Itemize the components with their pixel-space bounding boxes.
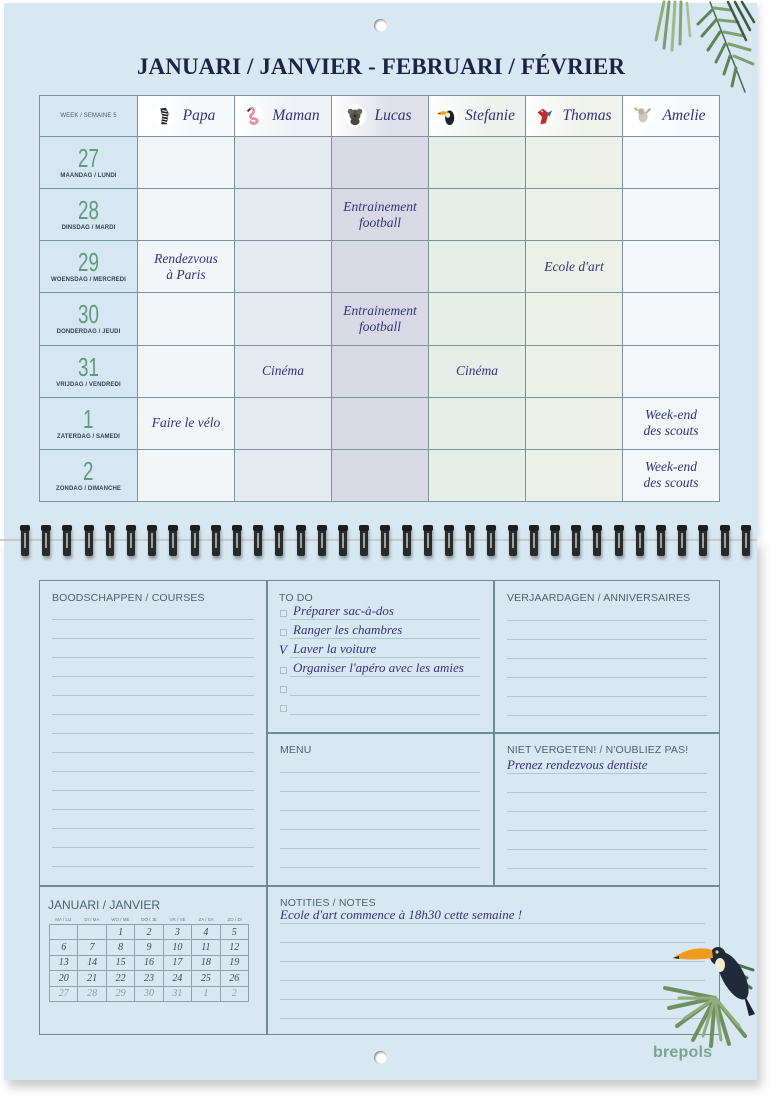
day-cell — [40, 137, 138, 189]
planner-cell[interactable] — [332, 189, 429, 241]
mini-calendar-day[interactable]: 24 — [164, 971, 192, 986]
note-text: Ecole d'art commence à 18h30 cette semaine ! — [280, 907, 523, 922]
weekly-planner-grid — [39, 95, 720, 502]
ruled-line — [280, 1018, 705, 1019]
mini-calendar-day[interactable]: 16 — [135, 956, 163, 971]
ruled-line — [280, 810, 480, 811]
ruled-line — [280, 867, 480, 868]
ruled-line — [290, 714, 480, 715]
ruled-line — [52, 866, 254, 867]
ruled-line — [280, 848, 480, 849]
mini-calendar-day[interactable]: 20 — [50, 971, 78, 986]
mini-calendar-day[interactable]: 19 — [221, 956, 249, 971]
planner-cell[interactable] — [623, 241, 720, 293]
avatar — [435, 105, 457, 127]
avatar — [344, 105, 366, 127]
day-cell — [40, 450, 138, 502]
weekday-label: ZO / DI — [227, 917, 242, 922]
ruled-line — [280, 923, 705, 924]
brand-logo: brepols — [653, 1044, 713, 1061]
weekday-label: ZA / SA — [198, 917, 214, 922]
toucan-illustration — [655, 936, 757, 1052]
mini-calendar-day[interactable]: 1 — [107, 925, 135, 940]
planner-cell[interactable] — [429, 293, 526, 345]
toucan-icon — [435, 105, 457, 127]
day-label: MAANDAG / LUNDI — [60, 173, 117, 180]
mini-calendar-day[interactable]: 2 — [221, 987, 249, 1002]
member-header-amelie[interactable] — [623, 96, 720, 137]
section-title: NIET VERGETEN! / N'OUBLIEZ PAS! — [507, 744, 689, 756]
event-text: Entrainement football — [343, 198, 417, 230]
mini-calendar-grid — [49, 924, 249, 1002]
day-label: VRIJDAG / VENDREDI — [56, 381, 121, 388]
planner-cell[interactable] — [429, 189, 526, 241]
planner-cell[interactable] — [526, 241, 623, 293]
checkbox[interactable] — [280, 705, 287, 712]
member-name: Papa — [182, 107, 216, 124]
mini-calendar-day[interactable] — [50, 925, 78, 940]
binding-hole-top — [374, 19, 387, 32]
planner-cell[interactable] — [235, 346, 332, 398]
mini-calendar-day[interactable]: 26 — [221, 971, 249, 986]
mini-calendar-day[interactable]: 18 — [192, 956, 220, 971]
checkbox[interactable] — [280, 610, 287, 617]
mini-calendar-day[interactable]: 4 — [192, 925, 220, 940]
planner-cell[interactable] — [526, 398, 623, 450]
ruled-line — [52, 828, 254, 829]
ruled-line — [290, 695, 480, 696]
day-cell — [40, 398, 138, 450]
member-header-thomas[interactable] — [526, 96, 623, 137]
section-title: NOTITIES / NOTES — [280, 897, 376, 909]
mini-calendar-day[interactable]: 12 — [221, 940, 249, 955]
section-title: MENU — [280, 744, 312, 756]
ruled-line — [507, 773, 707, 774]
ruled-line — [290, 676, 480, 677]
check-mark[interactable]: V — [279, 642, 287, 657]
ruled-line — [52, 638, 254, 639]
ruled-line — [52, 619, 254, 620]
event-text: Entrainement football — [343, 302, 417, 334]
member-name: Stefanie — [465, 107, 515, 124]
ruled-line — [52, 790, 254, 791]
section-title: VERJAARDAGEN / ANNIVERSAIRES — [507, 592, 691, 604]
planner-cell[interactable] — [623, 398, 720, 450]
avatar — [632, 105, 654, 127]
ruled-line — [290, 638, 480, 639]
checkbox[interactable] — [280, 686, 287, 693]
ruled-line — [52, 733, 254, 734]
mini-calendar-day[interactable]: 15 — [107, 956, 135, 971]
avatar — [532, 105, 554, 127]
mini-calendar-day[interactable]: 5 — [221, 925, 249, 940]
event-text: Rendezvous à Paris — [154, 250, 218, 282]
member-header-lucas[interactable] — [332, 96, 429, 137]
event-text: Cinéma — [456, 363, 498, 379]
mini-calendar-day[interactable]: 17 — [164, 956, 192, 971]
event-text: Week-end des scouts — [643, 459, 699, 491]
planner-cell[interactable] — [235, 189, 332, 241]
shopping-section[interactable] — [52, 580, 254, 880]
planner-cell[interactable] — [332, 241, 429, 293]
section-title: TO DO — [279, 592, 313, 604]
mini-calendar-day[interactable]: 9 — [135, 940, 163, 955]
mini-calendar-day[interactable]: 29 — [107, 987, 135, 1002]
planner-cell[interactable] — [235, 293, 332, 345]
ruled-line — [280, 942, 705, 943]
planner-cell[interactable] — [138, 450, 235, 502]
event-text: Faire le vélo — [151, 415, 221, 431]
ruled-line — [507, 696, 707, 697]
mini-calendar-day[interactable]: 27 — [50, 987, 78, 1002]
menu-section[interactable] — [280, 732, 480, 877]
day-label: DINSDAG / MARDI — [61, 225, 116, 232]
weekday-label: DI / MA — [84, 917, 100, 922]
planner-cell[interactable] — [526, 293, 623, 345]
ruled-line — [507, 677, 707, 678]
week-label-cell — [40, 96, 138, 137]
weekday-label: MA / LU — [55, 917, 72, 922]
ruled-line — [52, 714, 254, 715]
mini-calendar-day[interactable]: 2 — [135, 925, 163, 940]
mini-calendar — [38, 885, 266, 1030]
event-text: Cinéma — [262, 363, 304, 379]
birthdays-section[interactable] — [507, 580, 707, 725]
ruled-line — [52, 657, 254, 658]
planner-cell[interactable] — [429, 346, 526, 398]
planner-cell[interactable] — [138, 346, 235, 398]
planner-cell[interactable] — [235, 398, 332, 450]
zebra-icon — [153, 105, 175, 127]
ruled-line — [507, 658, 707, 659]
ruled-line — [52, 676, 254, 677]
planner-cell[interactable] — [526, 346, 623, 398]
mini-calendar-day[interactable]: 22 — [107, 971, 135, 986]
ruled-line — [52, 771, 254, 772]
planner-cell[interactable] — [623, 137, 720, 189]
day-number: 30 — [78, 299, 99, 330]
ruled-line — [280, 999, 705, 1000]
section-title: BOODSCHAPPEN / COURSES — [52, 592, 205, 604]
ruled-line — [280, 980, 705, 981]
mini-calendar-day[interactable] — [78, 925, 106, 940]
planner-cell[interactable] — [526, 450, 623, 502]
checkbox[interactable] — [280, 667, 287, 674]
day-cell — [40, 293, 138, 345]
mini-calendar-day[interactable]: 31 — [164, 987, 192, 1002]
mini-calendar-day[interactable]: 11 — [192, 940, 220, 955]
todo-item-text: Organiser l'apéro avec les amies — [293, 660, 464, 675]
todo-section[interactable] — [279, 580, 480, 725]
planner-cell[interactable] — [429, 241, 526, 293]
day-number: 27 — [78, 143, 99, 174]
mini-calendar-day[interactable]: 23 — [135, 971, 163, 986]
ruled-line — [280, 772, 480, 773]
planner-cell[interactable] — [235, 241, 332, 293]
day-label: ZATERDAG / SAMEDI — [57, 433, 120, 440]
member-name: Maman — [272, 107, 320, 124]
member-header-maman[interactable] — [235, 96, 332, 137]
ruled-line — [507, 811, 707, 812]
member-header-stefanie[interactable] — [429, 96, 526, 137]
ruled-line — [52, 809, 254, 810]
weekday-label: VR / VE — [169, 917, 186, 922]
day-number: 2 — [83, 455, 94, 486]
ruled-line — [290, 657, 480, 658]
ruled-line — [507, 849, 707, 850]
ruled-line — [507, 868, 707, 869]
planner-cell[interactable] — [332, 450, 429, 502]
weekday-label: WO / ME — [111, 917, 130, 922]
planner-cell[interactable] — [138, 137, 235, 189]
flamingo-icon — [242, 105, 264, 127]
planner-cell[interactable] — [526, 189, 623, 241]
planner-cell[interactable] — [138, 241, 235, 293]
weekday-label: DO / JE — [141, 917, 157, 922]
day-number: 1 — [83, 403, 94, 434]
day-number: 29 — [78, 247, 99, 278]
day-label: DONDERDAG / JEUDI — [56, 329, 121, 336]
avatar — [153, 105, 175, 127]
planner-cell[interactable] — [623, 450, 720, 502]
event-text: Ecole d'art — [544, 258, 604, 274]
day-number: 28 — [78, 195, 99, 226]
mini-calendar-day[interactable]: 25 — [192, 971, 220, 986]
planner-cell[interactable] — [235, 450, 332, 502]
mini-calendar-day[interactable]: 13 — [50, 956, 78, 971]
mini-calendar-day[interactable]: 8 — [107, 940, 135, 955]
mini-calendar-day[interactable]: 1 — [192, 987, 220, 1002]
mini-calendar-day[interactable]: 14 — [78, 956, 106, 971]
planner-cell[interactable] — [235, 137, 332, 189]
planner-cell[interactable] — [429, 137, 526, 189]
planner-cell[interactable] — [429, 450, 526, 502]
ruled-line — [280, 829, 480, 830]
checkbox[interactable] — [280, 629, 287, 636]
planner-cell[interactable] — [332, 293, 429, 345]
parrot-icon — [532, 105, 554, 127]
ruled-line — [507, 639, 707, 640]
planner-cell[interactable] — [332, 346, 429, 398]
reminders-section[interactable] — [507, 732, 707, 877]
ruled-line — [507, 620, 707, 621]
member-name: Amelie — [662, 107, 706, 124]
event-text: Week-end des scouts — [643, 407, 699, 439]
ruled-line — [280, 961, 705, 962]
planner-cell[interactable] — [526, 137, 623, 189]
monkey-icon — [632, 105, 654, 127]
todo-item-text: Laver la voiture — [293, 641, 377, 656]
planner-cell[interactable] — [332, 398, 429, 450]
ruled-line — [52, 847, 254, 848]
member-name: Lucas — [374, 107, 412, 124]
member-header-papa[interactable] — [138, 96, 235, 137]
avatar — [242, 105, 264, 127]
planner-cell[interactable] — [138, 293, 235, 345]
day-label: ZONDAG / DIMANCHE — [55, 485, 122, 492]
todo-item-text: Ranger les chambres — [293, 622, 403, 637]
planner-cell[interactable] — [332, 137, 429, 189]
planner-cell[interactable] — [138, 398, 235, 450]
mini-calendar-day[interactable]: 7 — [78, 940, 106, 955]
reminder-text: Prenez rendezvous dentiste — [507, 757, 648, 772]
mini-calendar-day[interactable]: 10 — [164, 940, 192, 955]
todo-item-text: Préparer sac-à-dos — [293, 603, 394, 618]
notes-section[interactable] — [280, 885, 705, 1025]
koala-icon — [344, 105, 366, 127]
ruled-line — [507, 792, 707, 793]
day-cell — [40, 189, 138, 241]
binding-hole-bottom — [374, 1051, 387, 1064]
day-label: WOENSDAG / MERCREDI — [51, 277, 126, 284]
palm-leaves-illustration — [650, 0, 757, 100]
mini-calendar-title: JANUARI / JANVIER — [48, 898, 161, 912]
ruled-line — [280, 791, 480, 792]
day-cell — [40, 346, 138, 398]
ruled-line — [290, 619, 480, 620]
planner-cell[interactable] — [623, 346, 720, 398]
mini-calendar-day[interactable]: 21 — [78, 971, 106, 986]
ruled-line — [52, 695, 254, 696]
planner-cell[interactable] — [138, 189, 235, 241]
ruled-line — [52, 752, 254, 753]
mini-calendar-day[interactable]: 3 — [164, 925, 192, 940]
member-name: Thomas — [562, 107, 612, 124]
page-title: JANUARI / JANVIER - FEBRUARI / FÉVRIER — [136, 54, 626, 79]
week-label: WEEK / SEMAINE 5 — [60, 113, 117, 119]
divider — [266, 580, 268, 1035]
planner-cell[interactable] — [429, 398, 526, 450]
planner-cell[interactable] — [623, 189, 720, 241]
mini-calendar-day[interactable]: 6 — [50, 940, 78, 955]
day-cell — [40, 241, 138, 293]
day-number: 31 — [78, 351, 99, 382]
mini-calendar-day[interactable]: 28 — [78, 987, 106, 1002]
planner-cell[interactable] — [623, 293, 720, 345]
mini-calendar-day[interactable]: 30 — [135, 987, 163, 1002]
ruled-line — [507, 715, 707, 716]
ruled-line — [507, 830, 707, 831]
